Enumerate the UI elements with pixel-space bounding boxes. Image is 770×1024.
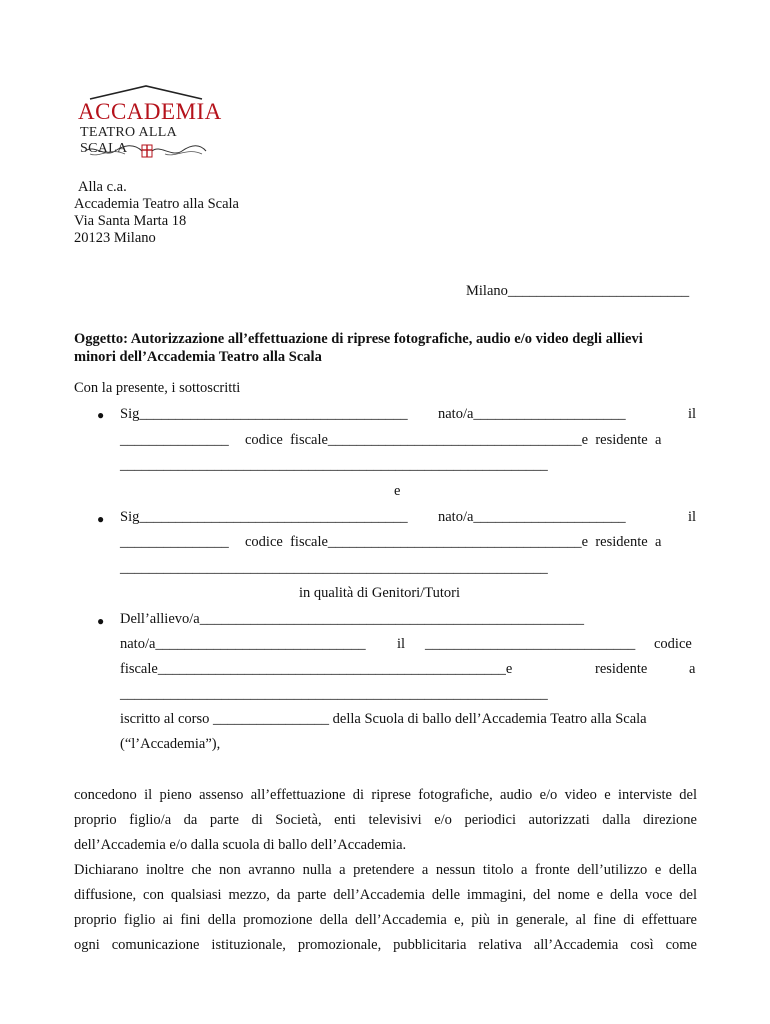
parent2-name: Sig_____________________________________ <box>120 509 408 525</box>
body-line-1: concedono il pieno assenso all’effettuazione di riprese fotografiche, audio e/o video e interviste del <box>74 787 697 803</box>
address-recipient: Accademia Teatro alla Scala <box>74 196 239 212</box>
parent2-tax-code: codice fiscale___________________________________e residente a <box>245 534 662 550</box>
parent1-birthdate: _______________ <box>120 432 229 448</box>
guardian-role: in qualità di Genitori/Tutori <box>299 585 460 601</box>
student-birthplace: nato/a_____________________________ <box>120 636 366 652</box>
body-line-2: proprio figlio/a da parte di Società, enti televisivi e/o periodici autorizzati dalla direzione <box>74 812 697 828</box>
student-tax-code: fiscale________________________________________________e <box>120 661 513 677</box>
bullet-icon: ● <box>97 408 105 422</box>
body-line-7: ogni comunicazione istituzionale, promozionale, pubblicitaria relativa all’Accademia così come <box>74 937 697 953</box>
address-attention: Alla c.a. <box>78 179 127 195</box>
student-codice: codice <box>654 636 692 652</box>
logo-wordmark: ACCADEMIA <box>78 99 222 124</box>
parent1-tax-code: codice fiscale___________________________________e residente a <box>245 432 662 448</box>
conjunction: e <box>394 483 401 499</box>
ornament-icon <box>80 142 210 160</box>
address-city: 20123 Milano <box>74 230 156 246</box>
bullet-icon: ● <box>97 614 105 628</box>
parent1-name: Sig_____________________________________ <box>120 406 408 422</box>
student-name: Dell’allievo/a_____________________________________________________ <box>120 611 584 627</box>
student-address: ___________________________________________________________ <box>120 686 548 702</box>
student-il: il <box>397 636 406 652</box>
body-line-4: Dichiarano inoltre che non avranno nulla a pretendere a nessun titolo a fronte dell’utilizzo e della <box>74 862 697 878</box>
subject-line-1 <box>74 331 643 348</box>
subject-text-2: minori dell’Accademia Teatro alla Scala <box>74 349 322 365</box>
address-street: Via Santa Marta 18 <box>74 213 187 229</box>
logo-subtitle: TEATRO ALLA SCALA <box>80 125 177 156</box>
subject-label: Oggetto <box>74 331 124 347</box>
intro-text: Con la presente, i sottoscritti <box>74 380 241 396</box>
subject-text-1: : Autorizzazione all’effettuazione di riprese fotografiche, audio e/o video degli allievi <box>123 331 643 347</box>
student-a: a <box>689 661 696 677</box>
parent1-address: ___________________________________________________________ <box>120 457 548 473</box>
student-course: iscritto al corso ________________ della Scuola di ballo dell’Accademia Teatro alla Scala <box>120 711 647 727</box>
body-line-3: dell’Accademia e/o dalla scuola di ballo dell’Accademia. <box>74 837 407 853</box>
student-course-alias: (“l’Accademia”), <box>120 736 221 752</box>
student-birthdate: _____________________________ <box>425 636 636 652</box>
body-line-5: diffusione, con qualsiasi mezzo, da parte dell’Accademia delle immagini, del nome e della voce del <box>74 887 697 903</box>
body-line-6: proprio figlio ai fini della promozione della dell’Accademia e, più in generale, al fine di effettuare <box>74 912 697 928</box>
student-residente: residente <box>595 661 648 677</box>
roof-icon <box>86 84 206 100</box>
parent1-birthplace: nato/a_____________________ <box>438 406 626 422</box>
parent1-il: il <box>688 406 697 422</box>
bullet-icon: ● <box>97 512 105 526</box>
date-line: Milano_________________________ <box>466 283 690 299</box>
parent2-birthplace: nato/a_____________________ <box>438 509 626 525</box>
parent2-birthdate: _______________ <box>120 534 229 550</box>
parent2-il: il <box>688 509 697 525</box>
parent2-address: ___________________________________________________________ <box>120 560 548 576</box>
accademia-logo <box>78 84 222 162</box>
